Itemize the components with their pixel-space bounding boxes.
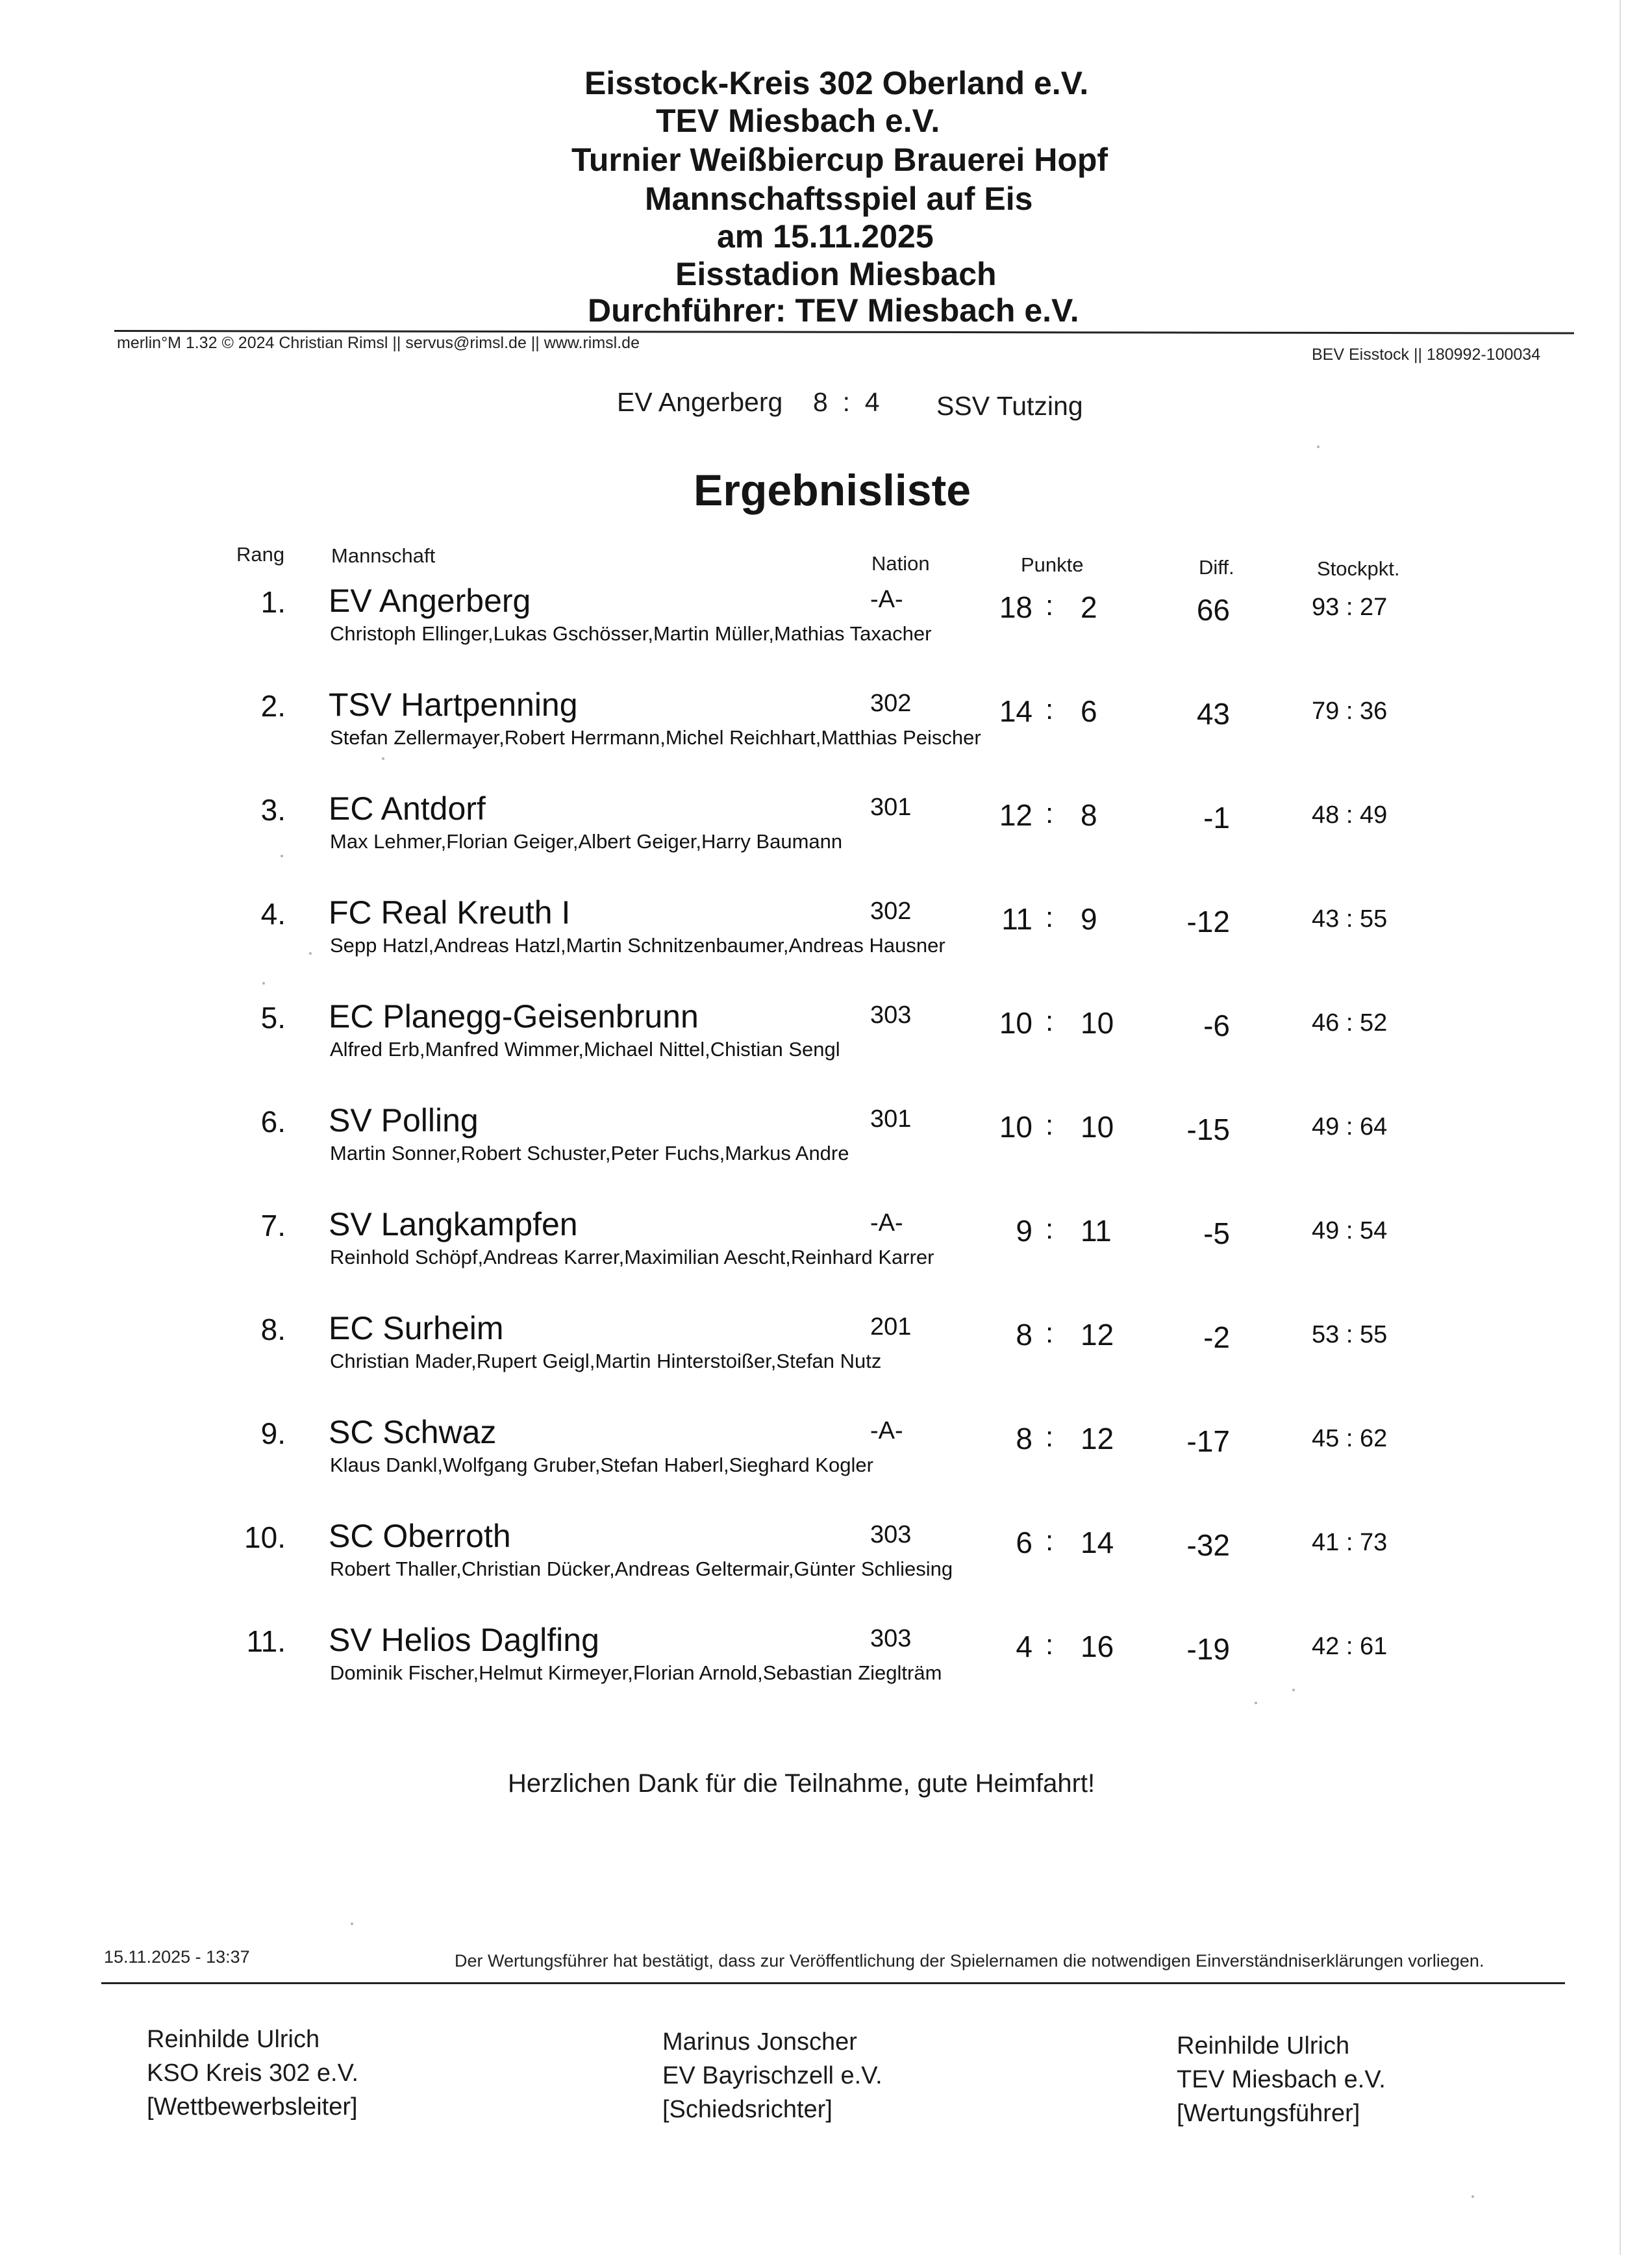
- row-team: EC Antdorf: [329, 790, 486, 827]
- row-nation: 303: [870, 1002, 912, 1029]
- match-score: 8 : 4: [813, 387, 880, 417]
- header-team: Mannschaft: [331, 544, 436, 567]
- row-team: EC Planegg-Geisenbrunn: [329, 998, 699, 1035]
- row-points-for: 10: [999, 1110, 1032, 1144]
- signature-name: Reinhilde Ulrich: [1177, 2032, 1350, 2060]
- row-stock-points: 41 : 73: [1312, 1529, 1388, 1556]
- signature-block-scorekeeper: [1177, 2029, 1386, 2130]
- closing-message: Herzlichen Dank für die Teilnahme, gute Heimfahrt!: [508, 1769, 1095, 1798]
- software-credit: merlin°M 1.32 © 2024 Christian Rimsl || servus@rimsl.de || www.rimsl.de: [117, 334, 640, 352]
- table-row: [0, 582, 1652, 673]
- row-points-for: 18: [999, 590, 1032, 624]
- title-date: am 15.11.2025: [717, 218, 934, 255]
- row-players: Robert Thaller,Christian Dücker,Andreas Geltermair,Günter Schliesing: [330, 1557, 953, 1580]
- row-team: SV Helios Daglfing: [329, 1622, 599, 1658]
- row-team: SC Oberroth: [329, 1518, 511, 1554]
- print-timestamp: 15.11.2025 - 13:37: [104, 1947, 250, 1967]
- scan-speck: [309, 952, 312, 955]
- consent-note: Der Wertungsführer hat bestätigt, dass zur Veröffentlichung der Spielernamen die notwendigen Einverständniserklärungen vorliegen.: [455, 1951, 1484, 1971]
- row-rank: 8.: [260, 1313, 286, 1346]
- row-points-separator: :: [1045, 901, 1054, 933]
- row-rank: 5.: [260, 1001, 286, 1035]
- signature-org: EV Bayrischzell e.V.: [662, 2062, 882, 2089]
- row-nation: 303: [870, 1521, 912, 1548]
- scan-speck: [351, 1922, 353, 1925]
- row-players: Reinhold Schöpf,Andreas Karrer,Maximilian Aescht,Reinhard Karrer: [330, 1246, 934, 1268]
- footer-divider: [101, 1982, 1565, 1984]
- row-points-for: 11: [1001, 902, 1032, 936]
- row-rank: 11.: [246, 1624, 286, 1658]
- row-points-against: 8: [1081, 798, 1097, 832]
- row-nation: -A-: [870, 1417, 903, 1444]
- row-points-for: 10: [999, 1006, 1032, 1040]
- row-points-for: 6: [1016, 1526, 1032, 1559]
- row-stock-points: 49 : 64: [1312, 1113, 1388, 1140]
- row-diff: -5: [1203, 1216, 1230, 1250]
- row-points-for: 8: [1016, 1422, 1032, 1455]
- title-tournament: Turnier Weißbiercup Brauerei Hopf: [571, 142, 1108, 178]
- title-venue: Eisstadion Miesbach: [675, 256, 997, 292]
- row-stock-points: 46 : 52: [1312, 1009, 1388, 1037]
- table-row: [0, 894, 1652, 985]
- row-points-separator: :: [1045, 694, 1054, 725]
- row-points-separator: :: [1045, 1317, 1054, 1349]
- header-stock-points: Stockpkt.: [1317, 557, 1400, 580]
- row-rank: 1.: [260, 585, 286, 619]
- signature-org: TEV Miesbach e.V.: [1177, 2066, 1386, 2093]
- table-row: [0, 1309, 1652, 1400]
- row-rank: 10.: [244, 1520, 286, 1554]
- row-stock-points: 79 : 36: [1312, 698, 1388, 725]
- row-diff: -6: [1203, 1009, 1230, 1042]
- row-points-against: 9: [1081, 902, 1097, 936]
- row-points-against: 10: [1081, 1110, 1114, 1144]
- row-nation: 302: [870, 690, 912, 717]
- row-nation: 301: [870, 1105, 912, 1133]
- row-points-for: 8: [1016, 1318, 1032, 1352]
- row-points-against: 2: [1081, 590, 1097, 624]
- row-stock-points: 53 : 55: [1312, 1321, 1388, 1348]
- row-team: EV Angerberg: [329, 583, 531, 619]
- scan-speck: [1471, 2195, 1474, 2198]
- row-players: Sepp Hatzl,Andreas Hatzl,Martin Schnitzenbaumer,Andreas Hausner: [330, 934, 945, 957]
- row-points-for: 14: [999, 694, 1032, 728]
- row-players: Max Lehmer,Florian Geiger,Albert Geiger,Harry Baumann: [330, 830, 843, 853]
- title-organizer: Eisstock-Kreis 302 Oberland e.V.: [584, 65, 1089, 101]
- row-rank: 3.: [260, 793, 286, 827]
- row-points-against: 6: [1081, 694, 1097, 728]
- header-points: Punkte: [1021, 553, 1084, 576]
- row-players: Stefan Zellermayer,Robert Herrmann,Michel Reichhart,Matthias Peischer: [330, 726, 981, 749]
- signature-role: [Wettbewerbsleiter]: [147, 2093, 358, 2121]
- row-team: EC Surheim: [329, 1310, 504, 1346]
- row-team: TSV Hartpenning: [329, 687, 578, 723]
- scan-speck: [1317, 446, 1320, 448]
- table-row: [0, 790, 1652, 881]
- table-row: [0, 1413, 1652, 1504]
- row-players: Christoph Ellinger,Lukas Gschösser,Martin Müller,Mathias Taxacher: [330, 622, 932, 645]
- row-stock-points: 45 : 62: [1312, 1425, 1388, 1452]
- license-number: BEV Eisstock || 180992-100034: [1312, 346, 1541, 364]
- row-stock-points: 48 : 49: [1312, 801, 1388, 829]
- row-points-against: 14: [1081, 1526, 1114, 1559]
- table-row: [0, 686, 1652, 777]
- row-team: FC Real Kreuth I: [329, 894, 571, 931]
- table-row: [0, 1517, 1652, 1608]
- row-diff: -2: [1203, 1320, 1230, 1354]
- row-team: SC Schwaz: [329, 1414, 497, 1450]
- row-points-separator: :: [1045, 1005, 1054, 1037]
- scan-speck: [1255, 1702, 1257, 1704]
- header-nation: Nation: [871, 552, 930, 575]
- title-competition-type: Mannschaftsspiel auf Eis: [645, 181, 1033, 217]
- row-diff: -19: [1186, 1632, 1230, 1666]
- row-stock-points: 49 : 54: [1312, 1217, 1388, 1244]
- signature-block-competition-lead: [147, 2022, 358, 2124]
- signature-org: KSO Kreis 302 e.V.: [147, 2060, 359, 2087]
- page-heading: Ergebnisliste: [694, 466, 971, 515]
- row-points-separator: :: [1045, 1525, 1054, 1557]
- row-nation: -A-: [870, 586, 903, 613]
- row-diff: -17: [1186, 1424, 1230, 1458]
- row-nation: -A-: [870, 1209, 903, 1237]
- signature-role: [Wertungsführer]: [1177, 2100, 1360, 2127]
- row-rank: 9.: [260, 1417, 286, 1450]
- row-points-separator: :: [1045, 798, 1054, 829]
- row-diff: 43: [1196, 697, 1230, 731]
- row-points-for: 12: [999, 798, 1032, 832]
- signature-name: Reinhilde Ulrich: [147, 2026, 320, 2053]
- title-executor: Durchführer: TEV Miesbach e.V.: [588, 292, 1079, 329]
- row-rank: 6.: [260, 1105, 286, 1139]
- row-players: Klaus Dankl,Wolfgang Gruber,Stefan Haberl,Sieghard Kogler: [330, 1454, 873, 1476]
- row-points-separator: :: [1045, 1629, 1054, 1661]
- row-points-separator: :: [1045, 1421, 1054, 1453]
- row-diff: -15: [1186, 1113, 1230, 1146]
- table-row: [0, 1621, 1652, 1712]
- row-team: SV Polling: [329, 1102, 479, 1139]
- row-rank: 2.: [260, 689, 286, 723]
- row-points-separator: :: [1045, 590, 1054, 622]
- row-nation: 201: [870, 1313, 912, 1341]
- row-points-against: 12: [1081, 1318, 1114, 1352]
- row-nation: 302: [870, 898, 912, 925]
- row-team: SV Langkampfen: [329, 1206, 578, 1242]
- row-stock-points: 93 : 27: [1312, 594, 1388, 621]
- row-rank: 4.: [260, 897, 286, 931]
- header-diff: Diff.: [1199, 556, 1234, 579]
- row-diff: 66: [1196, 593, 1230, 627]
- scan-speck: [281, 855, 283, 857]
- row-points-separator: :: [1045, 1213, 1054, 1245]
- row-points-for: 9: [1016, 1214, 1032, 1248]
- row-diff: -12: [1186, 905, 1230, 939]
- match-away-team: SSV Tutzing: [936, 391, 1083, 421]
- row-players: Christian Mader,Rupert Geigl,Martin Hinterstoißer,Stefan Nutz: [330, 1350, 882, 1372]
- row-points-against: 16: [1081, 1630, 1114, 1663]
- row-stock-points: 42 : 61: [1312, 1633, 1388, 1660]
- row-points-against: 12: [1081, 1422, 1114, 1455]
- row-diff: -1: [1203, 801, 1230, 835]
- match-home-team: EV Angerberg: [617, 387, 783, 417]
- row-points-against: 11: [1081, 1214, 1112, 1248]
- row-players: Martin Sonner,Robert Schuster,Peter Fuchs,Markus Andre: [330, 1142, 849, 1165]
- header-rank: Rang: [236, 543, 285, 566]
- row-points-separator: :: [1045, 1109, 1054, 1141]
- title-host-club: TEV Miesbach e.V.: [656, 103, 940, 139]
- row-points-for: 4: [1016, 1630, 1032, 1663]
- scan-speck: [262, 982, 265, 985]
- table-row: [0, 1205, 1652, 1296]
- row-nation: 303: [870, 1625, 912, 1652]
- row-players: Alfred Erb,Manfred Wimmer,Michael Nittel,Chistian Sengl: [330, 1038, 840, 1061]
- signature-block-referee: [662, 2025, 882, 2126]
- table-row: [0, 1102, 1652, 1192]
- signature-name: Marinus Jonscher: [662, 2028, 857, 2056]
- row-nation: 301: [870, 794, 912, 821]
- row-diff: -32: [1186, 1528, 1230, 1562]
- row-points-against: 10: [1081, 1006, 1114, 1040]
- scan-speck: [382, 757, 384, 760]
- scan-speck: [1292, 1689, 1295, 1691]
- row-rank: 7.: [260, 1209, 286, 1242]
- row-players: Dominik Fischer,Helmut Kirmeyer,Florian Arnold,Sebastian Zieglträm: [330, 1661, 942, 1684]
- row-stock-points: 43 : 55: [1312, 905, 1388, 933]
- table-row: [0, 998, 1652, 1089]
- signature-role: [Schiedsrichter]: [662, 2096, 832, 2123]
